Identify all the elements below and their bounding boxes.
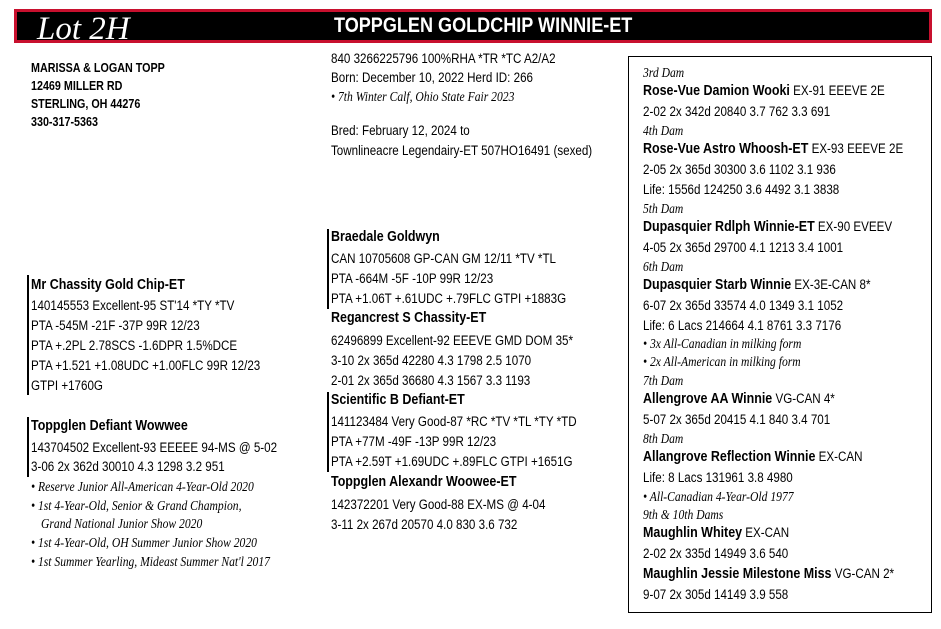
dam-record: 9-07 2x 305d 14149 3.9 558 (643, 587, 789, 602)
dd-line: 3-11 2x 267d 20570 4.0 830 3.6 732 (331, 517, 518, 532)
dam-record: 4-05 2x 365d 29700 4.1 1213 3.4 1001 (643, 240, 844, 255)
dam-note: • Reserve Junior All-American 4-Year-Old 2020 (31, 478, 254, 495)
sd-name: Regancrest S Chassity-ET (331, 310, 487, 326)
dd-name: Toppglen Alexandr Woowee-ET (331, 474, 517, 490)
dam-note: Grand National Junior Show 2020 (41, 516, 203, 531)
sire-line: GTPI +1760G (31, 378, 103, 393)
dam-3-entry: Rose-Vue Damion Wooki EX-91 EEEVE 2E (643, 83, 885, 99)
dam-5-entry: Dupasquier Rdlph Winnie-ET EX-90 EVEEV (643, 219, 893, 235)
dam-note: • 1st 4-Year-Old, OH Summer Junior Show 2020 (31, 534, 257, 551)
ds-line: PTA +2.59T +1.69UDC +.89FLC GTPI +1651G (331, 454, 573, 469)
ds-name: Scientific B Defiant-ET (331, 392, 465, 408)
dam-name: Toppglen Defiant Wowwee (31, 418, 188, 434)
dam-record: 5-07 2x 365d 20415 4.1 840 3.4 701 (643, 412, 831, 427)
ss-line: CAN 10705608 GP-CAN GM 12/11 *TV *TL (331, 251, 556, 266)
bred-sire-line: Townlineacre Legendairy-ET 507HO16491 (sexed) (331, 143, 593, 158)
dam-6-entry: Dupasquier Starb Winnie EX-3E-CAN 8* (643, 277, 871, 293)
animal-title: TOPPGLEN GOLDCHIP WINNIE-ET (334, 14, 633, 37)
dam-record: 6-07 2x 365d 33574 4.0 1349 3.1 1052 (643, 298, 844, 313)
sire-name: Mr Chassity Gold Chip-ET (31, 277, 185, 293)
dam-note: • 1st 4-Year-Old, Senior & Grand Champion, (31, 497, 241, 514)
dam-9-entry: Maughlin Whitey EX-CAN (643, 525, 790, 541)
sire-line: PTA -545M -21F -37P 99R 12/23 (31, 318, 200, 333)
lot-number: Lot 2H (37, 11, 130, 47)
dam-7-entry: Allengrove AA Winnie VG-CAN 4* (643, 391, 835, 407)
owner-name: MARISSA & LOGAN TOPP (31, 61, 165, 75)
dam-label: 4th Dam (643, 123, 684, 138)
dam-8-entry: Allangrove Reflection Winnie EX-CAN (643, 449, 863, 465)
dam-line: 3-06 2x 362d 30010 4.3 1298 3.2 951 (31, 459, 225, 474)
ss-line: PTA +1.06T +.61UDC +.79FLC GTPI +1883G (331, 291, 567, 306)
dam-line: 143704502 Excellent-93 EEEEE 94-MS @ 5-02 (31, 440, 278, 455)
sd-line: 62496899 Excellent-92 EEEVE GMD DOM 35* (331, 333, 573, 348)
dam-label: 8th Dam (643, 431, 684, 446)
header-bar (14, 9, 932, 47)
ss-line: PTA -664M -5F -10P 99R 12/23 (331, 271, 494, 286)
ss-bracket (327, 229, 329, 309)
sd-line: 3-10 2x 365d 42280 4.3 1798 2.5 1070 (331, 353, 532, 368)
dam-record: 2-02 2x 342d 20840 3.7 762 3.3 691 (643, 104, 831, 119)
ds-line: PTA +77M -49F -13P 99R 12/23 (331, 434, 497, 449)
dam-record: Life: 6 Lacs 214664 4.1 8761 3.3 7176 (643, 318, 842, 333)
animal-note: • 7th Winter Calf, Ohio State Fair 2023 (331, 88, 514, 105)
sire-line: PTA +.2PL 2.78SCS -1.6DPR 1.5%DCE (31, 338, 238, 353)
dam-label: 9th & 10th Dams (643, 507, 724, 522)
owner-city: STERLING, OH 44276 (31, 97, 141, 111)
dam-label: 3rd Dam (643, 65, 685, 80)
animal-born-line: Born: December 10, 2022 Herd ID: 266 (331, 70, 534, 85)
dam-label: 5th Dam (643, 201, 684, 216)
dam-bracket (27, 417, 29, 477)
sd-line: 2-01 2x 365d 36680 4.3 1567 3.3 1193 (331, 373, 531, 388)
dam-label: 6th Dam (643, 259, 684, 274)
ss-name: Braedale Goldwyn (331, 229, 440, 245)
dam-record: 2-02 2x 335d 14949 3.6 540 (643, 546, 789, 561)
dam-record: Life: 8 Lacs 131961 3.8 4980 (643, 470, 793, 485)
dam-note: • 2x All-American in milking form (643, 353, 801, 370)
bred-line: Bred: February 12, 2024 to (331, 123, 470, 138)
dam-label: 7th Dam (643, 373, 684, 388)
dam-note: • All-Canadian 4-Year-Old 1977 (643, 488, 794, 505)
dam-record: Life: 1556d 124250 3.6 4492 3.1 3838 (643, 182, 840, 197)
sire-bracket (27, 275, 29, 395)
sire-line: PTA +1.521 +1.08UDC +1.00FLC 99R 12/23 (31, 358, 261, 373)
ds-bracket (327, 392, 329, 472)
dam-note: • 1st Summer Yearling, Mideast Summer Nat'l 2017 (31, 553, 270, 570)
animal-id-line: 840 3266225796 100%RHA *TR *TC A2/A2 (331, 51, 556, 66)
dam-4-entry: Rose-Vue Astro Whoosh-ET EX-93 EEEVE 2E (643, 141, 904, 157)
dam-note: • 3x All-Canadian in milking form (643, 335, 801, 352)
ds-line: 141123484 Very Good-87 *RC *TV *TL *TY *TD (331, 414, 577, 429)
owner-phone: 330-317-5363 (31, 115, 98, 129)
dam-record: 2-05 2x 365d 30300 3.6 1102 3.1 936 (643, 162, 836, 177)
owner-address: 12469 MILLER RD (31, 79, 123, 93)
dd-line: 142372201 Very Good-88 EX-MS @ 4-04 (331, 497, 546, 512)
dam-10-entry: Maughlin Jessie Milestone Miss VG-CAN 2* (643, 566, 895, 582)
sire-line: 140145553 Excellent-95 ST'14 *TY *TV (31, 298, 235, 313)
